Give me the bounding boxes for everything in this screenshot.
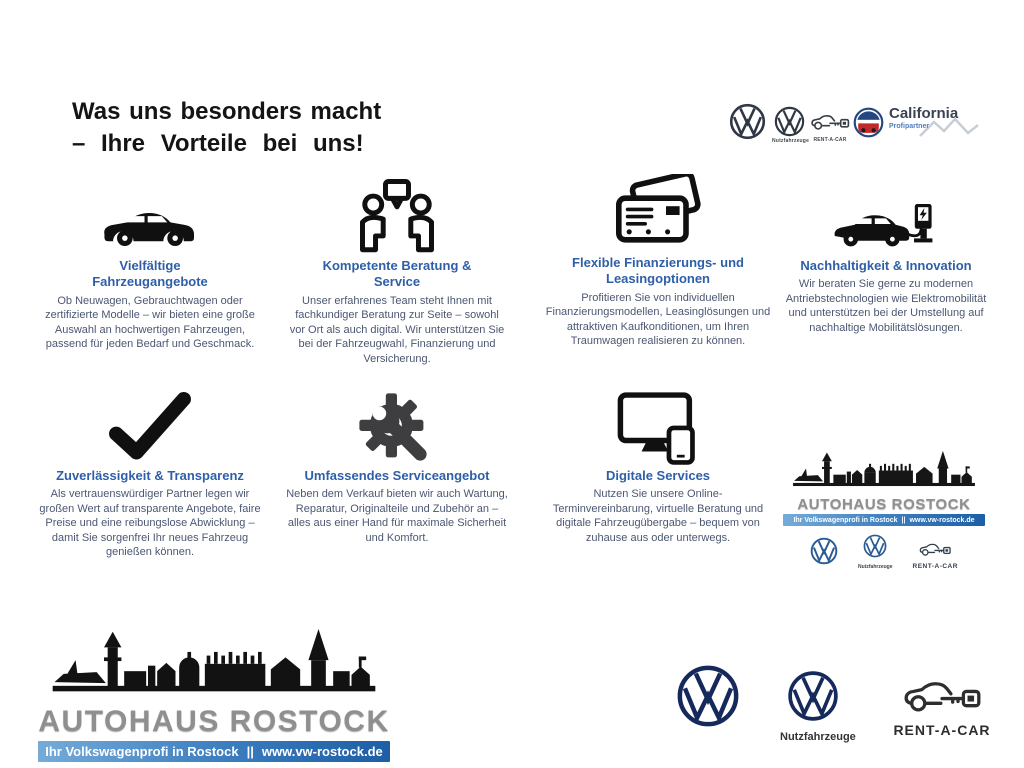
vw-roundel-icon: [810, 537, 838, 565]
dealer-separator: ||: [901, 516, 906, 524]
footer-rent-a-car-logo: [888, 676, 996, 738]
page-title: [72, 96, 381, 161]
feature-reliability: [30, 383, 270, 560]
consultation-icon: [282, 173, 512, 255]
dealer-bar: [38, 741, 390, 762]
dealer-separator: ||: [246, 744, 254, 759]
dealer-website: www.vw-rostock.de: [909, 516, 975, 524]
feature-title: Vielfältige Fahrzeugangebote: [92, 258, 208, 290]
feature-title: Kompetente Beratung & Service: [322, 258, 472, 290]
dealer-name: AUTOHAUS ROSTOCK: [38, 705, 390, 738]
dealer-tagline: Ihr Volkswagenprofi in Rostock: [793, 516, 898, 524]
dealer-logo-mini: [783, 448, 985, 570]
feature-vehicle-offers: [30, 173, 270, 352]
dealer-website: www.vw-rostock.de: [261, 744, 383, 759]
vw-roundel-icon: [676, 664, 740, 728]
feature-title: Umfassendes Serviceangebot: [304, 468, 490, 483]
nutzfahrzeuge-label: Nutzfahrzeuge: [858, 564, 893, 570]
header-rent-a-car-logo: [808, 112, 852, 143]
footer-vw-nutzfahrzeuge-logo: [780, 670, 856, 743]
footer-vw-logo: [676, 664, 740, 733]
service-icon: [282, 383, 512, 465]
feature-body: Unser erfahrenes Team steht Ihnen mit fachkundiger Beratung zur Seite – sowohl vor Ort als auch digital. Wir unterstützen Sie bei der Fahrzeugwahl, Finanzierung und Versicherung.: [289, 294, 505, 365]
nutzfahrzeuge-label: Nutzfahrzeuge: [772, 138, 810, 144]
feature-body: Ob Neuwagen, Gebrauchtwagen oder zertifizierte Modelle – wir bieten eine große Auswahl an hochwertigen Fahrzeugen, passend für jeden Bedarf und Geschmack.: [45, 294, 255, 351]
dealer-logo-large: [38, 624, 390, 762]
e-mobility-icon: [778, 173, 994, 255]
dealer-bar: [783, 514, 985, 526]
feature-body: Wir beraten Sie gerne zu modernen Antriebstechnologien wie Elektromobilität und unterstützen bei der Umstellung auf nachhaltige Mobilitätslösungen.: [785, 278, 987, 334]
rent-a-car-label: RENT-A-CAR: [893, 722, 991, 738]
feature-title: Flexible Finanzierungs- und Leasingoptionen: [572, 255, 744, 287]
mini-vw-logo: [810, 537, 838, 570]
california-sub: Profipartner: [889, 123, 930, 130]
car-key-icon: [918, 541, 952, 557]
california-name: California: [889, 105, 959, 122]
rostock-skyline-icon: [791, 448, 977, 491]
feature-title: Digitale Services: [605, 468, 711, 483]
california-badge: [853, 107, 884, 143]
page-title-line1: Was uns besonders macht: [72, 98, 382, 125]
vw-roundel-icon: [787, 670, 839, 722]
rostock-skyline-icon: [49, 624, 379, 700]
feature-title: Nachhaltigkeit & Innovation: [800, 258, 972, 273]
financing-icon: [542, 170, 774, 252]
page-title-line2: – Ihre Vorteile bei uns!: [72, 130, 364, 158]
vw-roundel-icon: [863, 534, 887, 558]
car-icon: [30, 173, 270, 255]
car-key-icon: [900, 676, 984, 714]
rent-a-car-label: RENT-A-CAR: [813, 137, 847, 143]
nutzfahrzeuge-label: Nutzfahrzeuge: [780, 731, 856, 743]
mini-rent-a-car-logo: [913, 541, 958, 570]
feature-body: Neben dem Verkauf bieten wir auch Wartung, Reparatur, Originalteile und Zubehör an – alles aus einer Hand für maximale Sicherheit und Komfort.: [286, 488, 508, 544]
feature-service: [282, 383, 512, 545]
california-bus-badge-icon: [853, 107, 884, 138]
digital-icon: [542, 383, 774, 465]
feature-body: Profitieren Sie von individuellen Finanzierungsmodellen, Leasinglösungen und attraktiven Kaufkonditionen, um Ihren Traumwagen realisieren zu können.: [545, 291, 771, 348]
dealer-name: AUTOHAUS ROSTOCK: [797, 496, 971, 513]
vw-roundel-icon: [774, 106, 805, 137]
feature-consulting: [282, 173, 512, 366]
header-vw-nutzfahrzeuge-logo: [772, 106, 810, 144]
header-vw-logo: [729, 103, 766, 140]
dealer-mini-logo-row: [783, 534, 985, 570]
feature-sustainability: [778, 173, 994, 335]
feature-body: Als vertrauenswürdiger Partner legen wir großen Wert auf transparente Angebote, faire Preise und eine reibungslose Abwicklung – damit Sie sorgenfrei Ihr neues Fahrzeug genießen können.: [39, 488, 261, 559]
vw-roundel-icon: [729, 103, 766, 140]
car-key-icon: [809, 112, 851, 131]
rent-a-car-label: RENT-A-CAR: [912, 563, 958, 570]
mini-vw-nutzfahrzeuge-logo: [858, 534, 892, 570]
feature-title: Zuverlässigkeit & Transparenz: [56, 468, 244, 483]
feature-digital: [542, 383, 774, 545]
california-wordmark: [889, 106, 958, 130]
feature-financing: [542, 170, 774, 349]
feature-body: Nutzen Sie unsere Online-Terminvereinbarung, virtuelle Beratung und digitale Fahrzeugübergabe – bequem von zuhause aus oder unterwegs.: [552, 488, 764, 544]
dealer-tagline: Ihr Volkswagenprofi in Rostock: [45, 744, 239, 759]
checkmark-icon: [30, 383, 270, 465]
